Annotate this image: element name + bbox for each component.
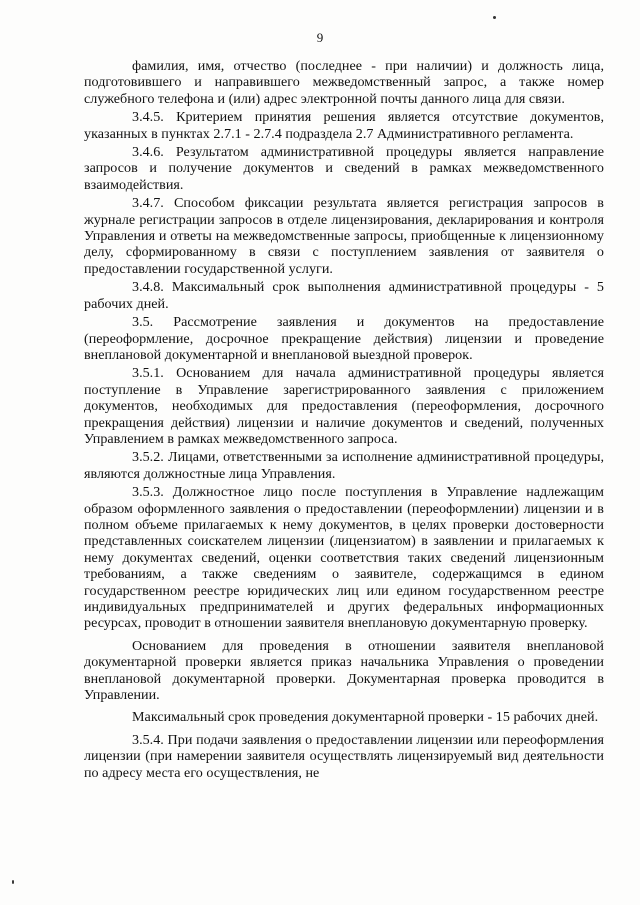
paragraph-inspection-basis: Основанием для проведения в отношении заявителя внеплановой документарной проверки является приказ начальника Управления о проведении внеплановой документарной проверки. Документарная проверка проводится в Управлении.: [84, 637, 604, 704]
paragraph-contact-details: фамилия, имя, отчество (последнее - при наличии) и должность лица, подготовившего и направившего межведомственный запрос, а также номер служебного телефона и (или) адрес электронной почты данного лица для связи.: [84, 58, 604, 107]
paragraph-max-inspection-term: Максимальный срок проведения документарной проверки - 15 рабочих дней.: [132, 709, 599, 726]
scan-speck: [12, 880, 14, 884]
paragraph-3-5-1: 3.5.1. Основанием для начала административной процедуры является поступление в Управление зарегистрированного заявления с приложением документов, необходимых для предоставления (переоформления, досрочного прекращения действия) лицензии и наличие документов и сведений, полученных Управлением в рамках межведомственного запроса.: [84, 365, 604, 447]
paragraph-3-5-3: 3.5.3. Должностное лицо после поступления в Управление надлежащим образом оформленного заявления о предоставлении (переоформлении) лицензии и в полном объеме прилагаемых к нему документов, в целях проверки достоверности представленных соискателем лицензии (лицензиатом) в заявлении и прилагаемых к нему документах сведений, оценки соответствия таких сведений лицензионным требованиям, а также сведениям о заявителе, содержащимся в едином государственном реестре юридических лиц или едином государственном реестре индивидуальных предпринимателей и других федеральных информационных ресурсах, проводит в отношении заявителя внеплановую документарную проверку.: [84, 484, 604, 632]
document-body: [84, 58, 604, 783]
paragraph-3-4-7: 3.4.7. Способом фиксации результата является регистрация запросов в журнале регистрации запросов в отделе лицензирования, декларирования и контроля Управления и ответы на межведомственные запросы, приобщенные к лицензионному делу, сформированному в связи с поступлением заявления от заявителя о предоставлении государственной услуги.: [84, 195, 604, 277]
scan-speck: [493, 16, 496, 19]
paragraph-3-5: 3.5. Рассмотрение заявления и документов на предоставление (переоформление, досрочное прекращение действия) лицензии и проведение внеплановой документарной и внеплановой выездной проверок.: [84, 314, 604, 363]
paragraph-3-5-4: 3.5.4. При подачи заявления о предоставлении лицензии или переоформления лицензии (при намерении заявителя осуществлять лицензируемый вид деятельности по адресу места его осуществления, не: [84, 731, 604, 781]
paragraph-3-5-2: 3.5.2. Лицами, ответственными за исполнение административной процедуры, являются должностные лица Управления.: [84, 449, 604, 482]
paragraph-3-4-6: 3.4.6. Результатом административной процедуры является направление запросов и получение документов и сведений в рамках межведомственного взаимодействия.: [84, 144, 604, 193]
paragraph-3-4-8: 3.4.8. Максимальный срок выполнения административной процедуры - 5 рабочих дней.: [84, 279, 604, 312]
paragraph-3-4-5: 3.4.5. Критерием принятия решения является отсутствие документов, указанных в пунктах 2.7.1 - 2.7.4 подраздела 2.7 Административного регламента.: [84, 109, 604, 142]
page-number: 9: [316, 30, 324, 45]
